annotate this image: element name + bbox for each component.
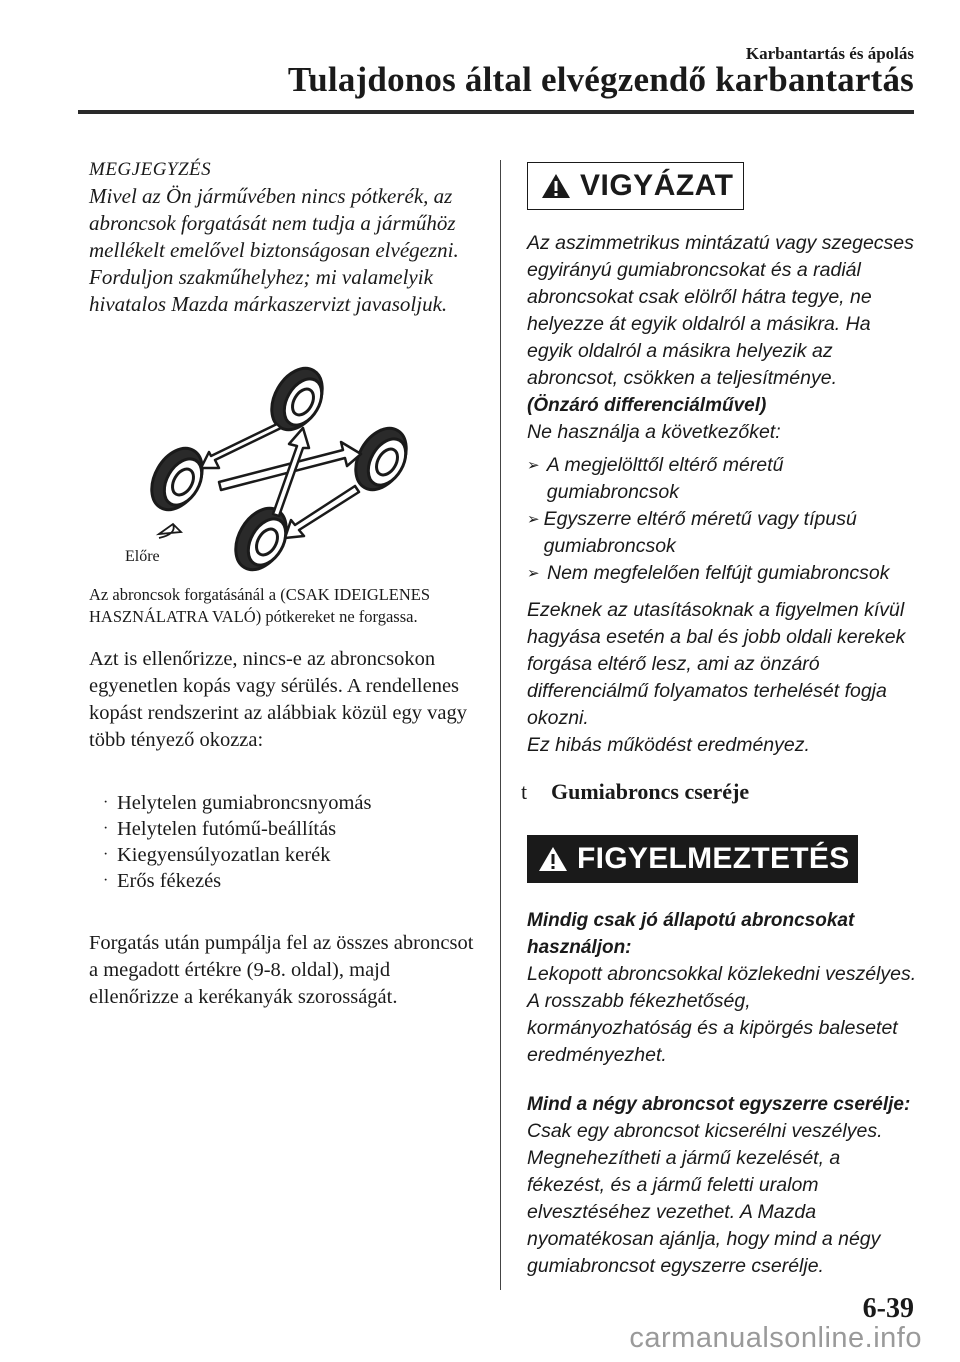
caution-label-box: [527, 162, 744, 210]
warning2-title: Mind a négy abroncsot egyszerre cserélje:: [527, 1094, 911, 1115]
wear-causes-list: [89, 790, 474, 894]
warning-label: FIGYELMEZTETÉS: [577, 842, 850, 875]
arrow-bullet-icon: ➢: [527, 565, 540, 582]
arrow-rear-left-to-front-left-icon: [201, 424, 281, 468]
tire-front-left-icon: [141, 439, 212, 518]
bullet-dot: ·: [103, 846, 109, 863]
warning-label-box: [527, 835, 858, 883]
list-item: · Helytelen futómű-beállítás: [103, 818, 337, 840]
caution-list: [527, 452, 917, 587]
right-column: [521, 162, 917, 1280]
caution-sub-intro: Ne használja a következőket:: [527, 421, 781, 443]
arrow-rear-right-to-front-right-icon: [285, 486, 359, 538]
figure-caption: Az abroncsok forgatásánál a (CSAK IDEIGLENES HASZNÁLATRA VALÓ) pótkereket ne forgassa.: [89, 585, 431, 626]
arrow-bullet-icon: ➢: [527, 511, 540, 528]
header-rule: [78, 110, 914, 114]
tire-rotation-diagram: [89, 362, 459, 572]
page-number: 6-39: [862, 1293, 914, 1324]
warning2-text: Csak egy abroncsot kicserélni veszélyes. Megnehezítheti a jármű kezelését, a fékezést, és a jármű feletti uralom elvesztéséhez vezethet. A Mazda nyomatékosan ajánlja, hogy mind a négy gumiabroncsot egyszerre cserélje.: [527, 1120, 883, 1277]
body-text: Azt is ellenőrizze, nincs-e az abroncsokon egyenetlen kopás vagy sérülés. A rendellenes kopást rendszerint az alábbiak közül egy vagy több tényező okozza:: [89, 648, 467, 751]
section-heading: [521, 779, 917, 805]
note-title: MEGJEGYZÉS: [89, 159, 212, 180]
list-item: · Helytelen gumiabroncsnyomás: [103, 792, 372, 814]
bullet-dot: ·: [103, 794, 109, 811]
section-marker: t: [521, 779, 528, 804]
caution-label: VIGYÁZAT: [580, 169, 734, 202]
left-column: [89, 156, 474, 1011]
footer-watermark: carmanualsonline.info: [629, 1322, 922, 1354]
list-item: ➢ Egyszerre eltérő méretű vagy típusú gumiabroncsok: [527, 506, 917, 560]
arrow-bullet-icon: ➢: [527, 457, 540, 474]
list-item: · Kiegyensúlyozatlan kerék: [103, 844, 331, 866]
page-title: Tulajdonos által elvégzendő karbantartás: [287, 60, 914, 99]
warning1-title: Mindig csak jó állapotú abroncsokat használjon:: [527, 910, 855, 958]
forward-pointer-icon: [159, 524, 181, 538]
warning-triangle-icon: [540, 172, 572, 200]
caution-result-text: Ez hibás működést eredményez.: [527, 734, 810, 756]
bullet-dot: ·: [103, 872, 109, 889]
list-item: · Erős fékezés: [103, 870, 222, 892]
caution-after-text: Ezeknek az utasításoknak a figyelmen kívül hagyása esetén a bal és jobb oldali kerekek forgása eltérő lesz, ami az önzáró differenciálmű folyamatos terhelését fogja okozni.: [527, 599, 906, 729]
after-rotation-text: Forgatás után pumpálja fel az összes abroncsot a megadott értékre (9-8. oldal), majd ellenőrizze a kerékanyák szorosságát.: [89, 932, 474, 1008]
bullet-dot: ·: [103, 820, 109, 837]
column-divider: [500, 160, 501, 1290]
section-title: Gumiabroncs cseréje: [551, 779, 750, 804]
warning1-text: Lekopott abroncsokkal közlekedni veszélyes. A rosszabb fékezhetőség, kormányozhatóság és a kipörgés balesetet eredményezhet.: [527, 963, 917, 1066]
header-section-name: Karbantartás és ápolás: [745, 44, 914, 63]
tire-rotation-figure: [89, 362, 459, 572]
list-item: ➢ Nem megfelelően felfújt gumiabroncsok: [527, 560, 917, 587]
warning-triangle-icon: [537, 845, 569, 873]
note-text: Mivel az Ön járművében nincs pótkerék, az abroncsok forgatását nem tudja a járműhöz mellékelt emelővel biztonságosan elvégezni. Forduljon szakműhelyhez; mi valamelyik hivatalos Mazda márkaszervizt javasoljuk.: [89, 184, 459, 316]
list-item: ➢ A megjelölttől eltérő méretű gumiabroncsok: [527, 452, 917, 506]
caution-text: Az aszimmetrikus mintázatú vagy szegecses egyirányú gumiabroncsokat és a radiál abroncsokat csak elölről hátra tegye, ne helyezze át egyik oldalról a másikra. Ha egyik oldalról a másikra helyezik az abroncsot, csökken a teljesítménye.: [527, 232, 914, 389]
caution-subtitle: (Önzáró differenciálművel): [527, 395, 767, 416]
figure-label-forward: Előre: [125, 548, 160, 565]
